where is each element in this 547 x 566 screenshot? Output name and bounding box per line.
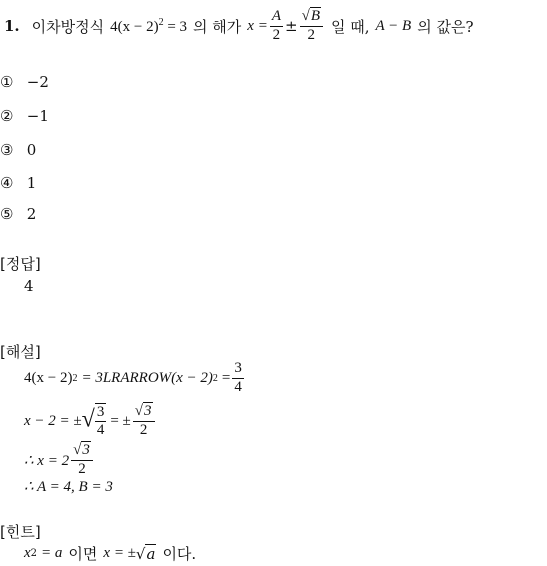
question-tail: 일 때, [330,17,370,36]
solution-line-3: ∴ x = 2 $\frac{√3}{2}$ [24,441,95,479]
option-4[interactable] [0,174,36,192]
hint-line: x 2 = a 이면 x = ± √a 이다. [24,544,197,563]
answer-label: [정답] [0,255,41,273]
question-mid: 의 해가 [193,17,242,36]
option-value: 2 [26,205,37,223]
solution-line-4: ∴ A = 4, B = 3 [24,479,113,495]
option-3[interactable] [0,141,36,159]
question-line [4,8,473,44]
solution-fraction: $\frac{3}{4}$ [234,360,242,395]
question-expr: A − B [375,17,412,34]
option-value: 0 [26,141,37,159]
option-1[interactable] [0,73,49,91]
question-fraction-a: $\frac{A}{2}$ [271,8,281,43]
solution-line-1: 4(x − 2) 2 = 3LRARROW(x − 2) 2 = $\frac{3}{4}$ [24,360,242,395]
answer-value: 4 [24,277,34,295]
option-mark: ③ [0,141,14,159]
option-value: 1 [26,174,37,192]
question-x-eq: x = [247,17,268,34]
option-mark: ② [0,107,14,125]
question-fraction-b: $\frac{√B}{2}$ [300,8,323,44]
solution-label: [해설] [0,343,41,361]
option-value: −1 [26,107,49,125]
solution-fraction: $\frac{√3}{2}$ [133,403,155,439]
option-mark: ① [0,73,14,91]
question-equation: $4(x - 2)^2 = 3$ [110,16,188,35]
hint-label: [힌트] [0,523,41,541]
option-2[interactable] [0,107,49,125]
option-mark: ⑤ [0,205,14,223]
option-5[interactable] [0,205,36,223]
solution-fraction: $\frac{√3}{2}$ [71,442,93,478]
option-value: −2 [26,73,49,91]
question-number: 1. [4,17,20,35]
option-mark: ④ [0,174,14,192]
question-end: 의 값은? [417,17,474,36]
question-pm: ± [285,17,298,35]
solution-line-2: x − 2 = ± √ $\frac{3}{4}$ = ± $\frac{√3}{2}$ [24,399,157,443]
question-lead: 이차방정식 [31,17,105,36]
